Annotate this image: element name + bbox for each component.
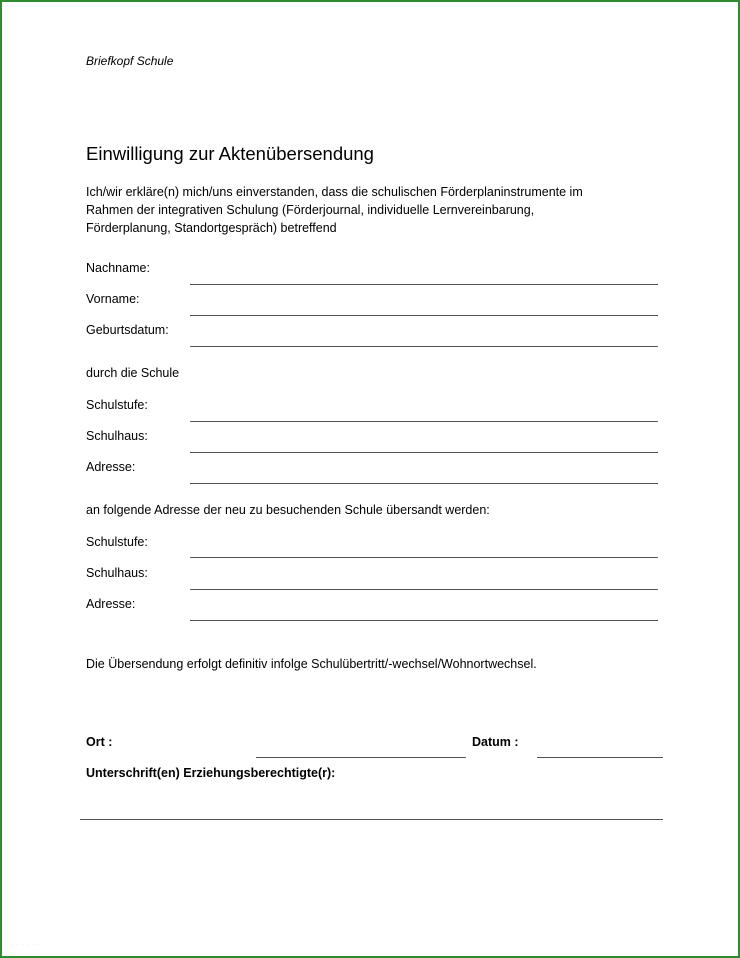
form-title: Einwilligung zur Aktenübersendung — [86, 143, 374, 164]
new-school-address-label: Adresse: — [86, 597, 136, 611]
letterhead: Briefkopf Schule — [86, 54, 174, 68]
current-school-heading: durch die Schule — [86, 366, 180, 380]
guardian-signature-label: Unterschrift(en) Erziehungsberechtigte(r): — [86, 766, 336, 780]
place-label: Ort : — [86, 735, 113, 749]
current-school-level-field[interactable] — [190, 421, 658, 422]
new-school-building-label: Schulhaus: — [86, 566, 148, 580]
guardian-signature-field[interactable] — [80, 819, 663, 820]
intro-line: Förderplanung, Standortgespräch) betreffend — [86, 221, 337, 235]
birthdate-field[interactable] — [190, 346, 658, 347]
lastname-field[interactable] — [190, 284, 658, 285]
current-school-building-field[interactable] — [190, 452, 658, 453]
current-school-building-label: Schulhaus: — [86, 429, 148, 443]
firstname-label: Vorname: — [86, 292, 140, 306]
transfer-statement: Die Übersendung erfolgt definitiv infolge Schulübertritt/-wechsel/Wohnortwechsel. — [86, 657, 537, 671]
new-school-building-field[interactable] — [190, 589, 658, 590]
place-field[interactable] — [256, 757, 466, 758]
lastname-label: Nachname: — [86, 261, 150, 275]
intro-paragraph — [86, 183, 646, 237]
date-field[interactable] — [537, 757, 663, 758]
new-school-level-field[interactable] — [190, 557, 658, 558]
new-school-address-field[interactable] — [190, 620, 658, 621]
footer-mark: · · · · · · — [12, 942, 40, 948]
current-school-address-field[interactable] — [190, 483, 658, 484]
intro-line: Ich/wir erkläre(n) mich/uns einverstanden, dass die schulischen Förderplaninstrumente im — [86, 185, 583, 199]
birthdate-label: Geburtsdatum: — [86, 323, 169, 337]
date-label: Datum : — [472, 735, 519, 749]
firstname-field[interactable] — [190, 315, 658, 316]
current-school-level-label: Schulstufe: — [86, 398, 148, 412]
new-school-heading: an folgende Adresse der neu zu besuchenden Schule übersandt werden: — [86, 503, 490, 517]
intro-line: Rahmen der integrativen Schulung (Förderjournal, individuelle Lernvereinbarung, — [86, 203, 535, 217]
current-school-address-label: Adresse: — [86, 460, 136, 474]
new-school-level-label: Schulstufe: — [86, 535, 148, 549]
